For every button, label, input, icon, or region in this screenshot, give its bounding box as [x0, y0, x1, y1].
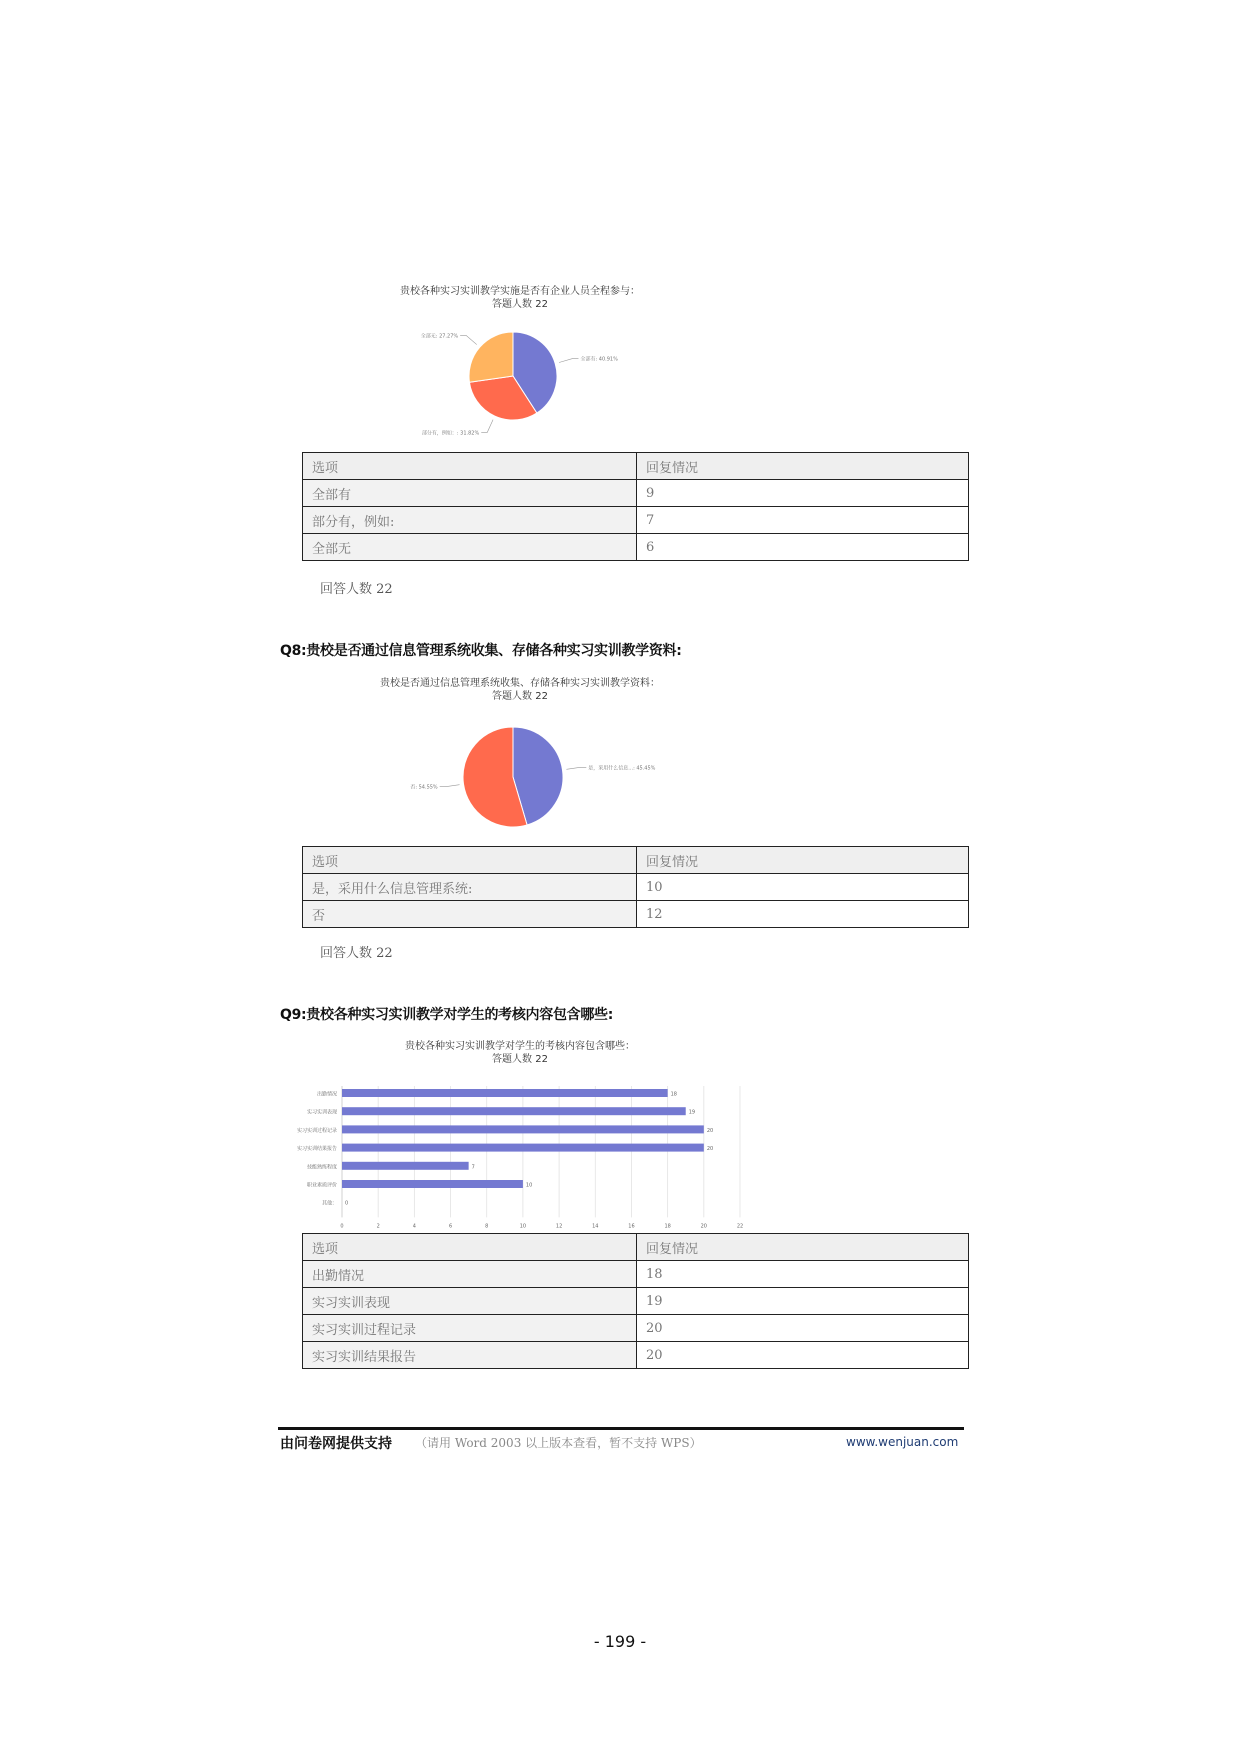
table-row: [303, 901, 969, 928]
table-cell-option: 实习实训过程记录: [303, 1315, 637, 1342]
bar: [342, 1089, 668, 1097]
y-category-label: 职业素质评价: [306, 1182, 337, 1189]
table-row: [303, 1261, 969, 1288]
bar-value-label: 20: [706, 1146, 714, 1153]
q7-answered-count: 回答人数 22: [320, 582, 393, 597]
table-cell-count: 10: [637, 874, 969, 901]
table-cell-option: 实习实训结果报告: [303, 1342, 637, 1369]
table-row: [303, 507, 969, 534]
footer-url-link[interactable]: www.wenjuan.com: [846, 1435, 959, 1449]
q8-answered-count: 回答人数 22: [320, 946, 393, 961]
table-header-option: 选项: [303, 453, 637, 480]
q9-chart-title: [360, 1040, 680, 1066]
q9-bar-chart: [278, 1080, 758, 1230]
table-cell-option: 否: [303, 901, 637, 928]
q9-chart-title-text: 贵校各种实习实训教学对学生的考核内容包含哪些：: [405, 1041, 635, 1052]
q9-result-table: [302, 1233, 969, 1369]
table-row: [303, 480, 969, 507]
table-cell-count: 12: [637, 901, 969, 928]
bar: [342, 1107, 686, 1115]
table-header-option: 选项: [303, 847, 637, 874]
q8-chart-title: [360, 677, 680, 703]
q7-pie-chart: [400, 320, 660, 445]
pie-leader-line: [460, 335, 477, 344]
x-tick-label: 12: [555, 1223, 563, 1230]
table-header-row: [303, 453, 969, 480]
x-tick-label: 0: [340, 1223, 344, 1230]
y-category-label: 出勤情况: [316, 1091, 337, 1098]
q8-question-title: Q8:贵校是否通过信息管理系统收集、存储各种实习实训教学资料:: [280, 643, 682, 659]
x-tick-label: 6: [448, 1223, 453, 1230]
footer-divider: [278, 1427, 964, 1430]
table-header-row: [303, 1234, 969, 1261]
q8-chart-title-text: 贵校是否通过信息管理系统收集、存储各种实习实训教学资料：: [380, 678, 660, 689]
bar-value-label: 7: [471, 1164, 475, 1171]
q7-chart-title: [360, 285, 680, 311]
x-tick-label: 22: [736, 1223, 744, 1230]
table-header-count: 回复情况: [637, 453, 969, 480]
x-tick-label: 10: [519, 1223, 527, 1230]
table-header-row: [303, 847, 969, 874]
q7-chart-title-text: 贵校各种实习实训教学实施是否有企业人员全程参与：: [400, 286, 640, 297]
table-cell-count: 20: [637, 1315, 969, 1342]
q8-result-table: [302, 846, 969, 928]
table-cell-option: 全部无: [303, 534, 637, 561]
pie-slice: [469, 332, 513, 382]
table-row: [303, 1342, 969, 1369]
table-cell-count: 20: [637, 1342, 969, 1369]
q9-question-title: Q9:贵校各种实习实训教学对学生的考核内容包含哪些:: [280, 1007, 614, 1023]
q9-chart-subtitle: 答题人数 22: [492, 1054, 548, 1065]
pie-leader-line: [481, 420, 493, 433]
bar-value-label: 10: [525, 1182, 533, 1189]
footer-brand: 由问卷网提供支持: [280, 1436, 392, 1452]
table-header-count: 回复情况: [637, 1234, 969, 1261]
q8-chart-subtitle: 答题人数 22: [492, 691, 548, 702]
table-row: [303, 1288, 969, 1315]
table-cell-count: 18: [637, 1261, 969, 1288]
table-cell-count: 9: [637, 480, 969, 507]
y-category-label: 其他：: [321, 1200, 337, 1207]
q8-pie-chart: [400, 720, 700, 835]
x-tick-label: 20: [700, 1223, 708, 1230]
bar: [342, 1180, 523, 1188]
table-row: [303, 874, 969, 901]
table-cell-option: 出勤情况: [303, 1261, 637, 1288]
pie-leader-line: [440, 785, 460, 787]
pie-leader-line: [559, 359, 578, 363]
footer-note: （请用 Word 2003 以上版本查看，暂不支持 WPS）: [415, 1436, 702, 1450]
bar: [342, 1162, 469, 1170]
y-category-label: 实习实训结果报告: [296, 1146, 337, 1153]
q7-result-table: [302, 452, 969, 561]
bar-value-label: 18: [670, 1091, 678, 1098]
bar-value-label: 19: [688, 1109, 696, 1116]
table-row: [303, 534, 969, 561]
x-tick-label: 8: [485, 1223, 489, 1230]
y-category-label: 实习实训表现: [306, 1109, 337, 1116]
table-cell-option: 是，采用什么信息管理系统:: [303, 874, 637, 901]
table-cell-count: 6: [637, 534, 969, 561]
bar: [342, 1125, 704, 1133]
y-category-label: 实习实训过程记录: [296, 1127, 337, 1134]
pie-leader-line: [566, 767, 586, 769]
table-cell-count: 7: [637, 507, 969, 534]
table-cell-option: 实习实训表现: [303, 1288, 637, 1315]
y-category-label: 技能熟练程度: [306, 1164, 337, 1171]
x-tick-label: 2: [376, 1223, 380, 1230]
pie-slice-label: 全部有: 40.91%: [580, 356, 618, 363]
x-tick-label: 14: [592, 1223, 599, 1230]
pie-slice-label: 部分有，例如：: 31.82%: [421, 430, 480, 437]
q7-chart-subtitle: 答题人数 22: [492, 299, 548, 310]
x-tick-label: 16: [628, 1223, 635, 1230]
x-tick-label: 4: [412, 1223, 416, 1230]
bar: [342, 1144, 704, 1152]
pie-slice-label: 是，采用什么信息...: 45.45%: [588, 765, 656, 772]
bar-value-label: 0: [345, 1200, 349, 1207]
table-cell-option: 部分有，例如:: [303, 507, 637, 534]
pie-slice-label: 否: 54.55%: [410, 784, 438, 791]
pie-slice-label: 全部无: 27.27%: [420, 333, 459, 340]
table-header-count: 回复情况: [637, 847, 969, 874]
table-header-option: 选项: [303, 1234, 637, 1261]
bar-value-label: 20: [706, 1127, 714, 1134]
table-cell-option: 全部有: [303, 480, 637, 507]
page-number: - 199 -: [593, 1632, 647, 1651]
table-cell-count: 19: [637, 1288, 969, 1315]
table-row: [303, 1315, 969, 1342]
x-tick-label: 18: [664, 1223, 671, 1230]
